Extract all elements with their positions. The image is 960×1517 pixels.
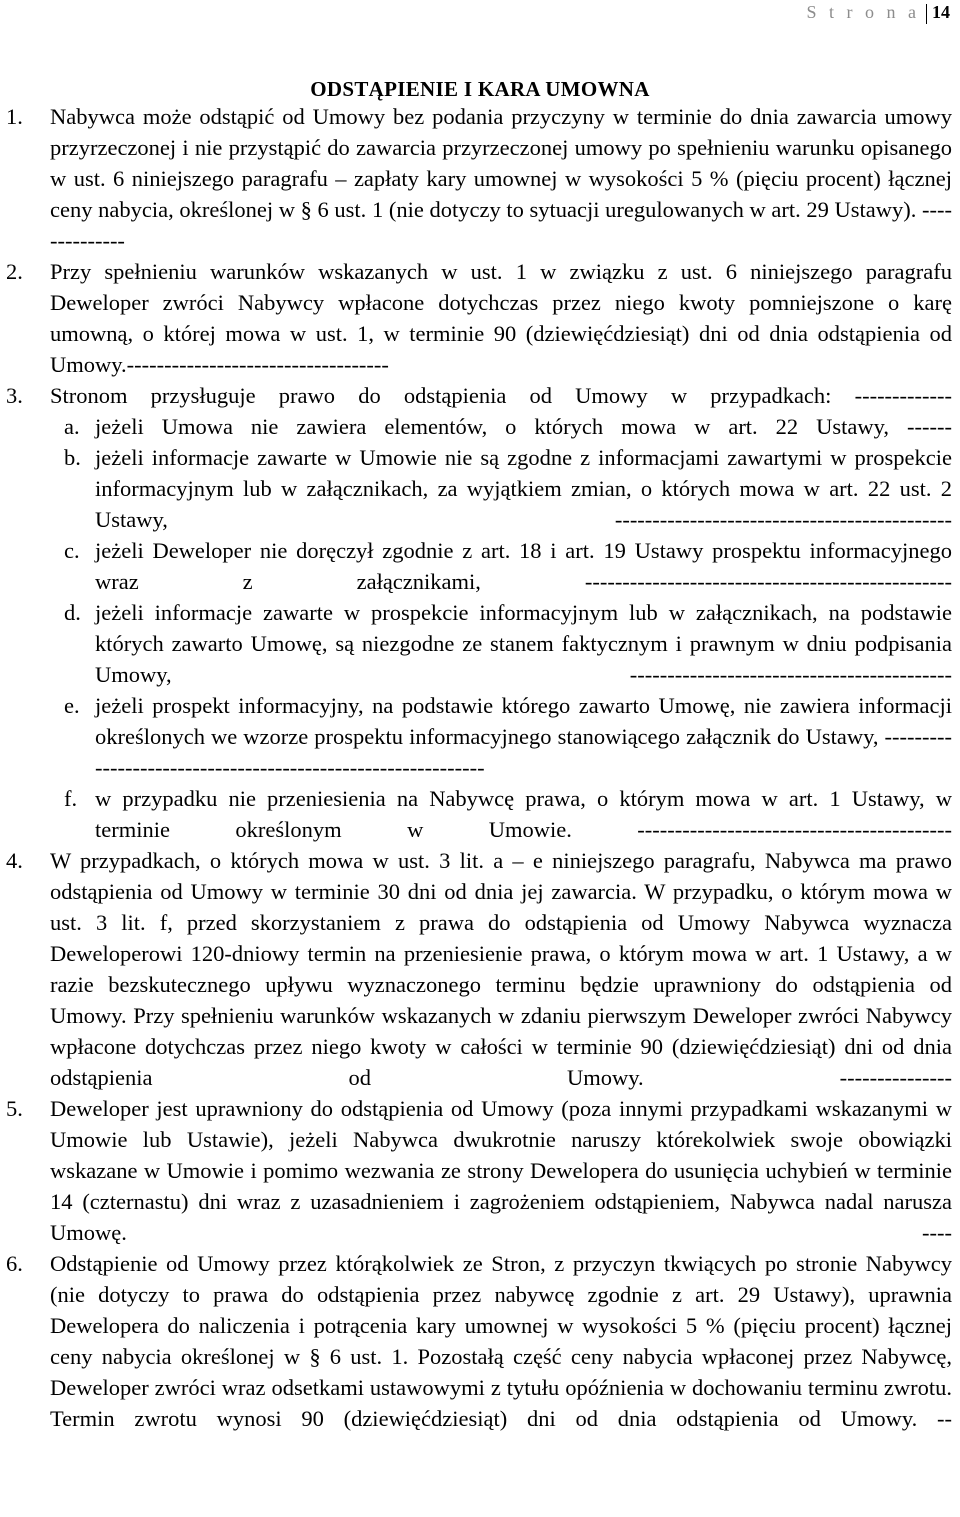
document-body: [0, 101, 960, 1434]
subitem-letter: d.: [64, 600, 81, 625]
paragraph-3: [0, 380, 960, 411]
subitem-text: jeżeli prospekt informacyjny, na podstawie którego zawarto Umowę, nie zawiera informacji określonych we wzorze prospektu informacyjnego stanowiącego załącznik do Ustawy, -------------------------------------------------------------: [95, 693, 952, 780]
subitem-text: jeżeli informacje zawarte w Umowie nie są zgodne z informacjami zawartymi w prospekcie informacyjnym lub w załącznikach, za wyjątkiem zmian, o których mowa w art. 22 ust. 2 Ustawy, ---------------------------------------------: [95, 445, 952, 532]
subitem-b: [0, 442, 960, 535]
paragraph-text: Nabywca może odstąpić od Umowy bez podania przyczyny w terminie do dnia zawarcia umowy przyrzeczonej i nie przystąpić do zawarcia przyrzeczonej umowy po spełnieniu warunku opisanego w ust. 6 niniejszego paragrafu – zapłaty kary umownej w wysokości 5 % (pięciu procent) łącznej ceny nabycia, określonej w § 6 ust. 1 (nie dotyczy to sytuacji uregulowanych w art. 29 Ustawy). --------------: [50, 104, 952, 253]
paragraph-number: 2.: [6, 259, 23, 284]
page-header: [807, 0, 951, 24]
subitem-e: [0, 690, 960, 783]
subitem-text: jeżeli informacje zawarte w prospekcie informacyjnym lub w załącznikach, na podstawie których zawarto Umowę, są niezgodne ze stanem faktycznym i prawnym w dniu podpisania Umowy, -------------------------------------------: [95, 600, 952, 687]
paragraph-6: [0, 1248, 960, 1434]
paragraph-text: Odstąpienie od Umowy przez którąkolwiek ze Stron, z przyczyn tkwiących po stronie Nabywcy (nie dotyczy to prawa do odstąpienia przez nabywcę zgodnie z art. 29 Ustawy), uprawnia Dewelopera do naliczenia i potrącenia kary umownej w wysokości 5 % (pięciu procent) łącznej ceny nabycia określonej w § 6 ust. 1. Pozostałą część ceny nabycia wpłaconej przez Nabywcę, Deweloper zwróci wraz odsetkami ustawowymi z tytułu opóźnienia w dochowaniu terminu zwrotu. Termin zwrotu wynosi 90 (dziewięćdziesiąt) dni od dnia odstąpienia od Umowy. --: [50, 1251, 952, 1431]
paragraph-5: [0, 1093, 960, 1248]
paragraph-number: 4.: [6, 848, 23, 873]
subitem-letter: b.: [64, 445, 81, 470]
subitem-a: [0, 411, 960, 442]
subitem-c: [0, 535, 960, 597]
paragraph-number: 1.: [6, 104, 23, 129]
paragraph-text: Deweloper jest uprawniony do odstąpienia od Umowy (poza innymi przypadkami wskazanymi w Umowie lub Ustawie), jeżeli Nabywca dwukrotnie naruszy którekolwiek swoje obowiązki wskazane w Umowie i pomimo wezwania ze strony Dewelopera do usunięcia uchybień w terminie 14 (czternastu) dni wraz z uzasadnieniem i zagrożeniem odstąpieniem, Nabywca nadal narusza Umowę. ----: [50, 1096, 952, 1245]
subitem-f: [0, 783, 960, 845]
paragraph-text: Stronom przysługuje prawo do odstąpienia od Umowy w przypadkach: -------------: [50, 383, 952, 408]
paragraph-1: [0, 101, 960, 256]
paragraph-text: W przypadkach, o których mowa w ust. 3 lit. a – e niniejszego paragrafu, Nabywca ma prawo odstąpienia od Umowy w terminie 30 dni od dnia jej zawarcia. W przypadku, o którym mowa w ust. 3 lit. f, przed skorzystaniem z prawa do odstąpienia od Umowy Nabywca wyznacza Deweloperowi 120-dniowy termin na przeniesienie prawa, o którym mowa w art. 1 Ustawy, a w razie bezskutecznego upływu wyznaczonego terminu będzie uprawniony do odstąpienia od Umowy. Przy spełnieniu warunków wskazanych w zdaniu pierwszym Deweloper zwróci Nabywcy wpłacone dotychczas przez niego kwoty w całości w terminie 90 (dziewięćdziesiąt) dni od dnia odstąpienia od Umowy. ---------------: [50, 848, 952, 1090]
subitem-d: [0, 597, 960, 690]
paragraph-number: 5.: [6, 1096, 23, 1121]
subitem-text: jeżeli Deweloper nie doręczył zgodnie z art. 18 i art. 19 Ustawy prospektu informacyjnego wraz z załącznikami, -------------------------------------------------: [95, 538, 952, 594]
paragraph-text: Przy spełnieniu warunków wskazanych w ust. 1 w związku z ust. 6 niniejszego paragrafu Deweloper zwróci Nabywcy wpłacone dotychczas przez niego kwoty pomniejszone o karę umowną, o której mowa w ust. 1, w terminie 90 (dziewięćdziesiąt) dni od dnia odstąpienia od Umowy.-----------------------------------: [50, 259, 952, 377]
paragraph-number: 3.: [6, 383, 23, 408]
subitem-text: jeżeli Umowa nie zawiera elementów, o których mowa w art. 22 Ustawy, ------: [95, 414, 952, 439]
header-divider: [926, 4, 927, 24]
paragraph-2: [0, 256, 960, 380]
page-number: 14: [932, 2, 950, 22]
subitem-letter: a.: [64, 414, 80, 439]
subitem-letter: c.: [64, 538, 80, 563]
section-title: ODSTĄPIENIE I KARA UMOWNA: [310, 77, 650, 101]
subitem-letter: f.: [64, 786, 78, 811]
subitem-letter: e.: [64, 693, 80, 718]
page-label: S t r o n a: [806, 2, 920, 22]
subitem-text: w przypadku nie przeniesienia na Nabywcę prawa, o którym mowa w art. 1 Ustawy, w terminie określonym w Umowie. ------------------------------------------: [95, 786, 952, 842]
paragraph-number: 6.: [6, 1251, 23, 1276]
paragraph-4: [0, 845, 960, 1093]
